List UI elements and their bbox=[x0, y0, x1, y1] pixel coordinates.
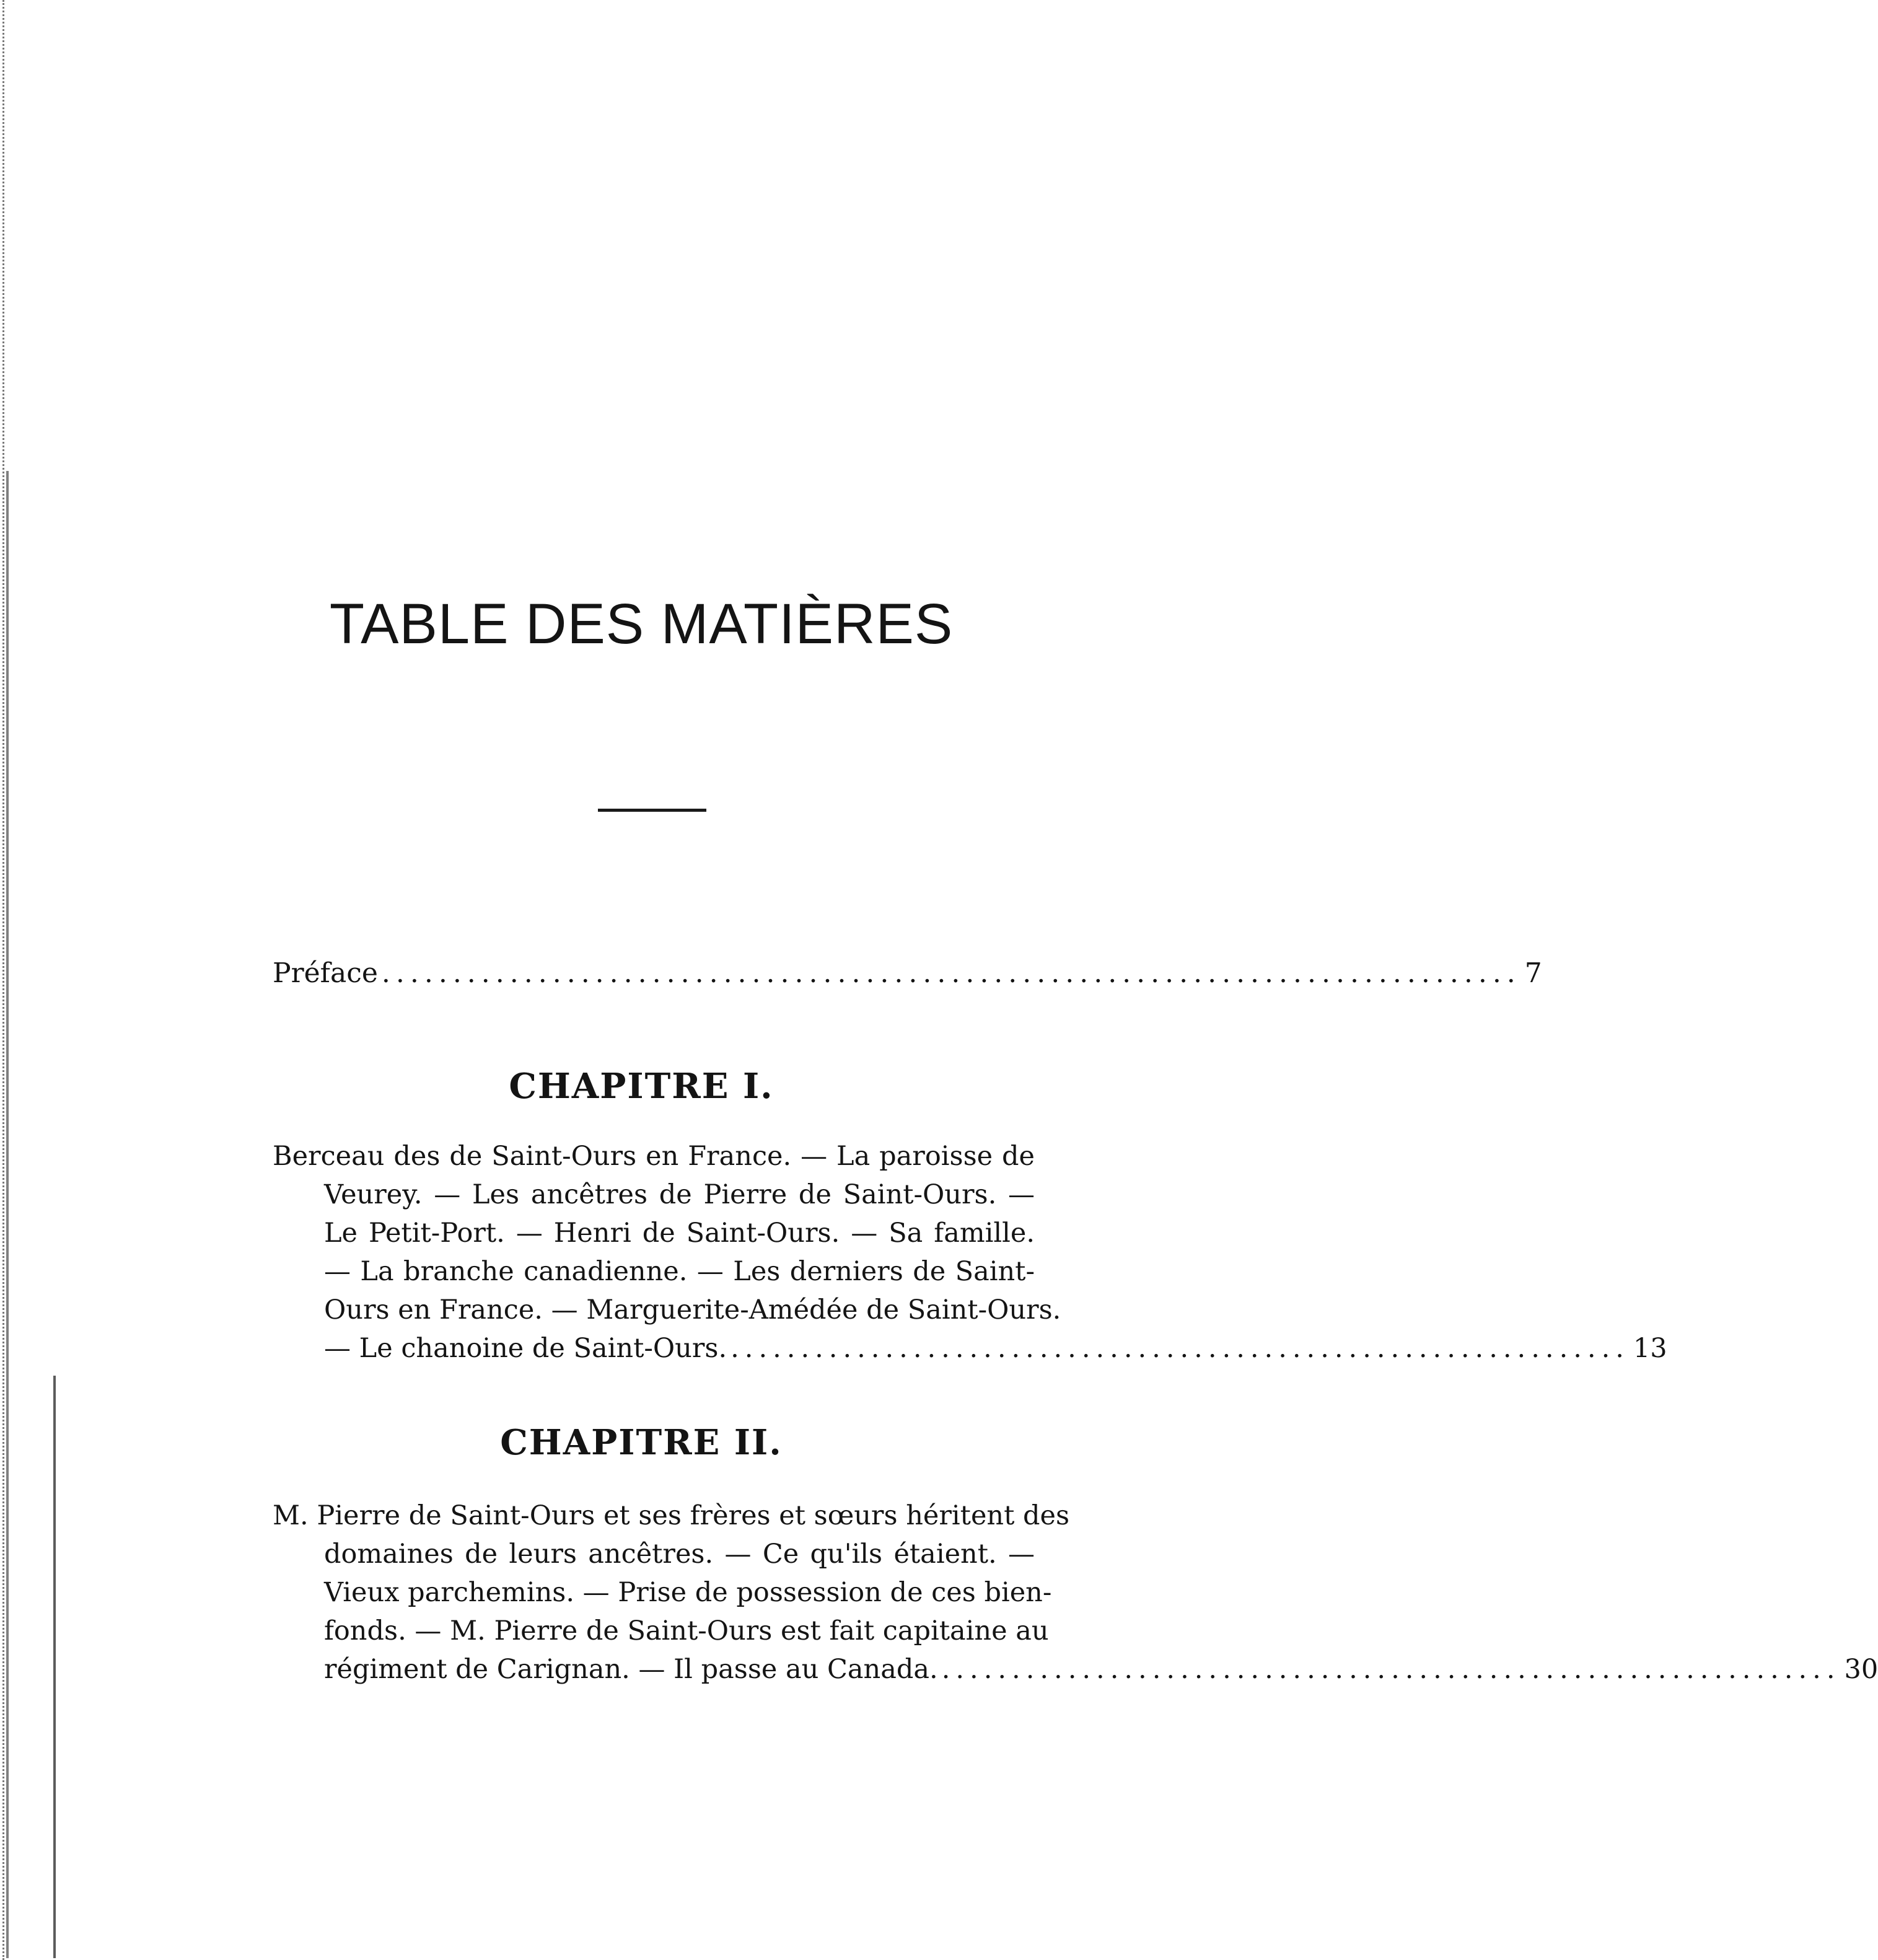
summary-line: — La branche canadienne. — Les derniers de Saint- bbox=[324, 1256, 1035, 1287]
dot-leader: ................................................................................ bbox=[381, 957, 1521, 989]
toc-entry-page: 30 bbox=[1844, 1654, 1878, 1685]
summary-line: Veurey. — Les ancêtres de Pierre de Saint-Ours. — bbox=[324, 1179, 1035, 1210]
chapter-summary bbox=[273, 1137, 1667, 1368]
summary-line: M. Pierre de Saint-Ours et ses frères et sœurs héritent des bbox=[273, 1500, 1070, 1531]
dot-leader: ................................................................ bbox=[731, 1333, 1630, 1364]
summary-line: — Le chanoine de Saint-Ours. ................................................................ 13 bbox=[273, 1329, 1035, 1368]
dot-leader: ................................................................ bbox=[941, 1654, 1841, 1685]
toc-entry-preface bbox=[273, 957, 1542, 989]
toc-entry-page: 7 bbox=[1524, 957, 1542, 989]
summary-line: régiment de Carignan. — Il passe au Canada. ................................................................ 30 bbox=[273, 1650, 1035, 1689]
summary-line: Ours en France. — Marguerite-Amédée de Saint-Ours. bbox=[324, 1294, 1061, 1325]
chapter-heading: CHAPITRE I. bbox=[509, 1066, 774, 1107]
chapter-heading: CHAPITRE II. bbox=[500, 1422, 783, 1463]
title-divider bbox=[598, 809, 706, 812]
scan-edge-shadow bbox=[6, 471, 12, 1958]
summary-line: Berceau des de Saint-Ours en France. — La paroisse de bbox=[273, 1141, 1035, 1172]
summary-line: fonds. — M. Pierre de Saint-Ours est fait capitaine au bbox=[324, 1615, 1049, 1646]
summary-line: Vieux parchemins. — Prise de possession de ces bien- bbox=[324, 1577, 1052, 1608]
summary-line: Le Petit-Port. — Henri de Saint-Ours. — Sa famille. bbox=[324, 1218, 1035, 1249]
scan-edge-shadow-lower bbox=[53, 1376, 58, 1958]
page-title: TABLE DES MATIÈRES bbox=[329, 592, 954, 656]
toc-entry-label: Préface bbox=[273, 957, 378, 989]
chapter-summary bbox=[273, 1496, 1878, 1689]
toc-entry-page: 13 bbox=[1633, 1333, 1667, 1364]
summary-line: domaines de leurs ancêtres. — Ce qu'ils étaient. — bbox=[324, 1539, 1035, 1570]
